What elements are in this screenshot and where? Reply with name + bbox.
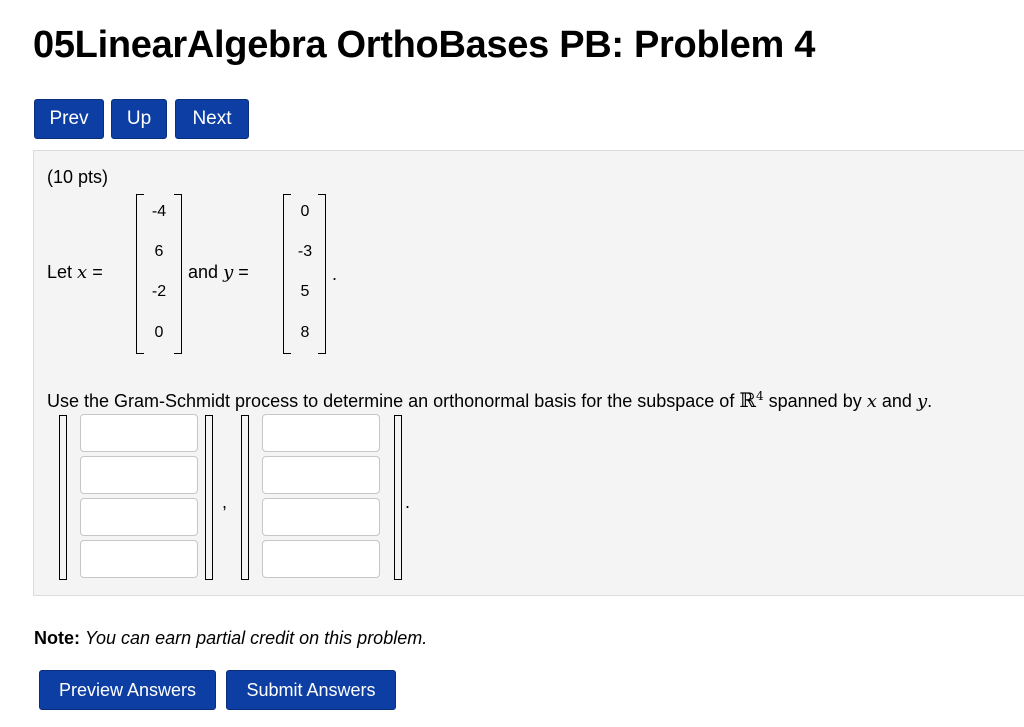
x-symbol: x bbox=[866, 391, 877, 412]
real-space-symbol: ℝ bbox=[739, 388, 756, 412]
next-button[interactable]: Next bbox=[175, 99, 249, 139]
answer-period: . bbox=[405, 492, 411, 512]
let-text: Let bbox=[47, 262, 73, 282]
answer2-entry-1[interactable] bbox=[262, 414, 380, 452]
answer1-entry-3[interactable] bbox=[80, 498, 198, 536]
instruction-period: . bbox=[927, 391, 933, 411]
y-symbol: y bbox=[916, 391, 928, 412]
x-vector-entry: 6 bbox=[154, 243, 164, 260]
answer1-entry-1[interactable] bbox=[80, 414, 198, 452]
page-title: 05LinearAlgebra OrthoBases PB: Problem 4 bbox=[33, 24, 816, 66]
equals-sign: = bbox=[92, 262, 103, 282]
instruction-and: and bbox=[881, 391, 912, 411]
and-text: and bbox=[188, 262, 219, 282]
up-button[interactable]: Up bbox=[111, 99, 167, 139]
let-x-label bbox=[47, 262, 103, 283]
answer2-entry-3[interactable] bbox=[262, 498, 380, 536]
y-vector-entry: -3 bbox=[297, 243, 313, 260]
answer1-right-bracket bbox=[205, 415, 213, 580]
note-text: You can earn partial credit on this problem. bbox=[85, 628, 428, 648]
dimension-superscript: 4 bbox=[755, 389, 764, 403]
answer2-entry-2[interactable] bbox=[262, 456, 380, 494]
prev-button[interactable]: Prev bbox=[34, 99, 104, 139]
equals-sign: = bbox=[238, 262, 249, 282]
answer2-right-bracket bbox=[394, 415, 402, 580]
statement-period: . bbox=[332, 264, 338, 284]
answer1-entry-4[interactable] bbox=[80, 540, 198, 578]
vector-separator-comma: , bbox=[222, 492, 228, 512]
answer2-entry-4[interactable] bbox=[262, 540, 380, 578]
y-vector-entry: 0 bbox=[300, 203, 310, 220]
instruction-part2: spanned by bbox=[768, 391, 862, 411]
y-symbol: y bbox=[223, 262, 234, 283]
x-symbol: x bbox=[77, 262, 88, 283]
x-vector-entry: -4 bbox=[151, 203, 167, 220]
x-vector-entry: 0 bbox=[154, 324, 164, 341]
x-vector-entry: -2 bbox=[151, 283, 167, 300]
answer1-left-bracket bbox=[59, 415, 67, 580]
note-label: Note: bbox=[34, 628, 80, 648]
partial-credit-note bbox=[34, 628, 427, 649]
submit-answers-button[interactable]: Submit Answers bbox=[226, 670, 396, 710]
y-vector-entry: 8 bbox=[300, 324, 310, 341]
instruction-text bbox=[47, 388, 932, 412]
answer2-left-bracket bbox=[241, 415, 249, 580]
answer1-entry-2[interactable] bbox=[80, 456, 198, 494]
and-y-label bbox=[188, 262, 249, 283]
y-vector-entry: 5 bbox=[300, 283, 310, 300]
preview-answers-button[interactable]: Preview Answers bbox=[39, 670, 216, 710]
instruction-part1: Use the Gram-Schmidt process to determine an orthonormal basis for the subspace of bbox=[47, 391, 735, 411]
points-label: (10 pts) bbox=[47, 167, 109, 187]
